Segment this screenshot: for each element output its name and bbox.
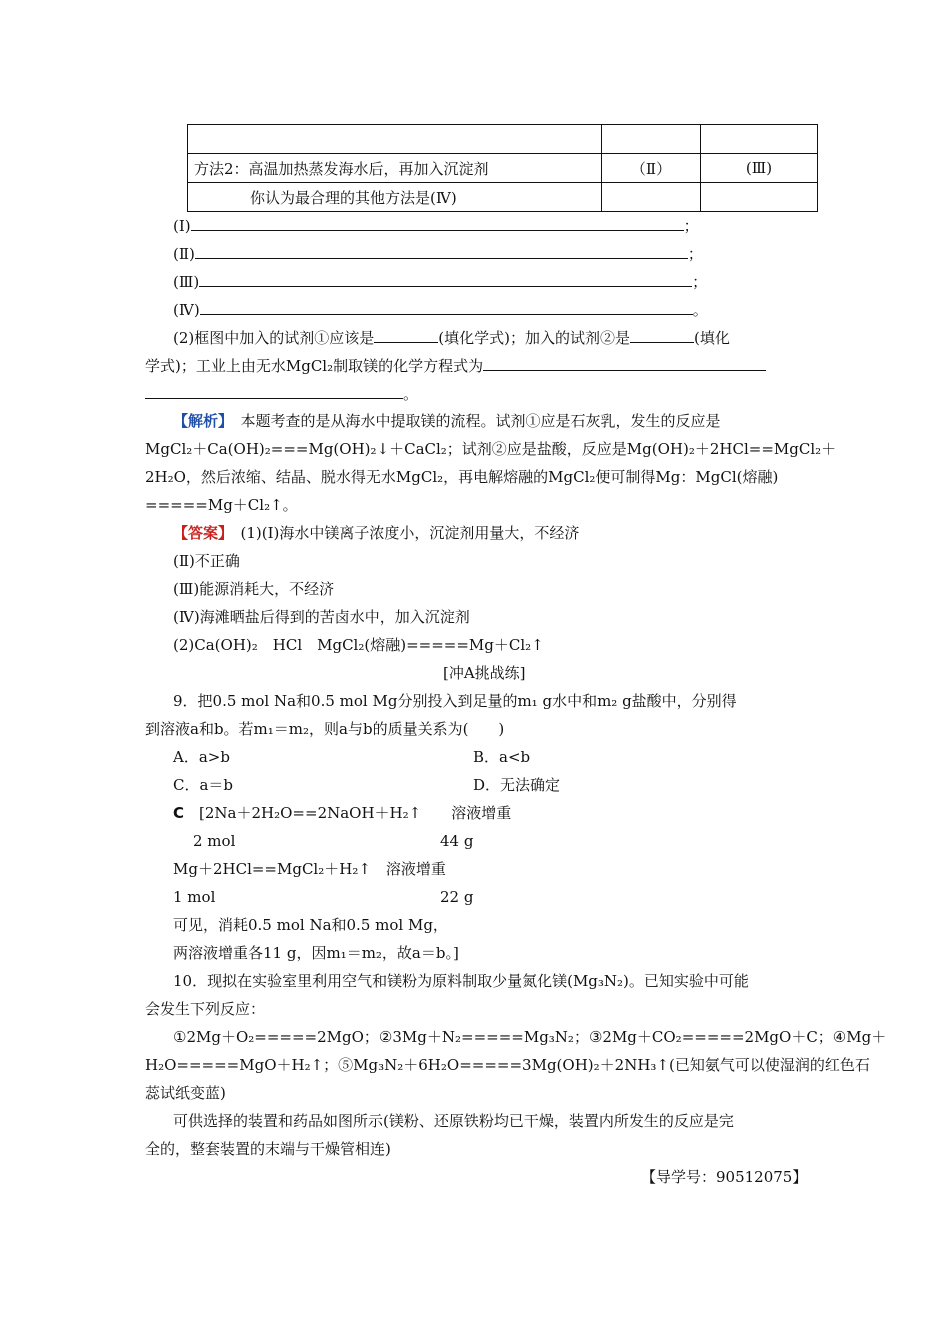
option-b: B．a<b [473, 748, 531, 766]
answer-line2: (Ⅱ)不正确 [173, 552, 240, 570]
q2-text: (填化学式)；加入的试剂②是 [438, 329, 630, 347]
equation-blank[interactable] [483, 356, 766, 371]
solution-9-line3: Mg＋2HCl==MgCl₂＋H₂↑ 溶液增重 [173, 860, 446, 878]
question-10-line4: H₂O=====MgO＋H₂↑；⑤Mg₃N₂＋6H₂O=====3Mg(OH)₂＋2NH₃↑(已知氨气可以使湿润的红色石 [145, 1056, 870, 1074]
option-d: D．无法确定 [473, 776, 561, 794]
answer-label: (Ⅲ) [173, 273, 200, 291]
guide-number: 【导学号：90512075】 [641, 1168, 808, 1186]
q2-end: 。 [403, 385, 419, 403]
methods-table [187, 124, 818, 212]
solution-9-line5: 可见，消耗0.5 mol Na和0.5 mol Mg， [173, 916, 448, 934]
question-2-line2 [145, 356, 766, 375]
answer-blank[interactable] [195, 244, 688, 259]
answer-tag: 【答案】 [173, 524, 226, 542]
question-10-line5: 蕊试纸变蓝) [145, 1084, 226, 1102]
option-a: A．a>b [173, 748, 230, 766]
answer-line-i [173, 216, 699, 235]
solution-9-line2a: 2 mol [193, 832, 236, 850]
answer-line5: (2)Ca(OH)₂ HCl MgCl₂(熔融)=====Mg＋Cl₂↑ [173, 636, 544, 654]
table-cell [701, 125, 818, 154]
question-2-line3 [145, 384, 418, 403]
question-9-line2: 到溶液a和b。若m₁＝m₂，则a与b的质量关系为( ) [145, 720, 505, 738]
solution-text: [2Na＋2H₂O==2NaOH＋H₂↑ 溶液增重 [199, 804, 512, 822]
solution-9-line1 [173, 804, 511, 822]
question-10-line3: ①2Mg＋O₂=====2MgO；②3Mg＋N₂=====Mg₃N₂；③2Mg＋CO₂=====2MgO＋C；④Mg＋ [173, 1028, 887, 1046]
analysis-line2: MgCl₂＋Ca(OH)₂===Mg(OH)₂↓＋CaCl₂；试剂②应是盐酸，反应是Mg(OH)₂＋2HCl==MgCl₂＋ [145, 440, 837, 458]
q2-text: 学式)；工业上由无水MgCl₂制取镁的化学方程式为 [145, 357, 484, 375]
question-10-line2: 会发生下列反应： [145, 1000, 266, 1018]
table-cell [701, 183, 818, 212]
analysis-line1 [173, 412, 721, 430]
table-row [188, 183, 818, 212]
table-cell-method2: 方法2：高温加热蒸发海水后，再加入沉淀剂 [188, 154, 602, 183]
answer-end: ； [683, 217, 699, 235]
answer-end: 。 [692, 301, 708, 319]
answer-line4: (Ⅳ)海滩晒盐后得到的苦卤水中，加入沉淀剂 [173, 608, 470, 626]
question-10-line6: 可供选择的装置和药品如图所示(镁粉、还原铁粉均已干燥，装置内所发生的反应是完 [173, 1112, 734, 1130]
answer-label: (Ⅰ) [173, 217, 191, 235]
q2-text: (2)框图中加入的试剂①应该是 [173, 329, 375, 347]
q2-text: (填化 [693, 329, 730, 347]
equation-blank-cont[interactable] [145, 384, 403, 399]
table-row [188, 125, 818, 154]
solution-answer: C [173, 804, 185, 822]
answer-line-iv [173, 300, 708, 319]
table-cell [602, 125, 701, 154]
answer-blank[interactable] [200, 300, 693, 315]
answer-label: (Ⅳ) [173, 301, 200, 319]
answer-end: ； [687, 245, 703, 263]
table-cell-other-method: 你认为最合理的其他方法是(Ⅳ) [188, 183, 602, 212]
answer-label: (Ⅱ) [173, 245, 195, 263]
question-10-line7: 全的，整套装置的末端与干燥管相连) [145, 1140, 391, 1158]
analysis-tag: 【解析】 [173, 412, 226, 430]
table-cell-iii: (Ⅲ) [701, 154, 818, 183]
solution-9-line2b: 44 g [440, 832, 474, 850]
reagent-1-blank[interactable] [374, 328, 438, 343]
analysis-line3: 2H₂O，然后浓缩、结晶、脱水得无水MgCl₂，再电解熔融的MgCl₂便可制得Mg：MgCl(熔融) [145, 468, 779, 486]
analysis-text: 本题考查的是从海水中提取镁的流程。试剂①应是石灰乳，发生的反应是 [240, 412, 721, 430]
solution-9-line4b: 22 g [440, 888, 474, 906]
answer-end: ； [692, 273, 708, 291]
solution-9-line4a: 1 mol [173, 888, 216, 906]
table-cell-ii: （Ⅱ） [602, 154, 701, 183]
answer-line-ii [173, 244, 703, 263]
question-10-line1: 10．现拟在实验室里利用空气和镁粉为原料制取少量氮化镁(Mg₃N₂)。已知实验中可能 [173, 972, 749, 990]
solution-9-line6: 两溶液增重各11 g，因m₁＝m₂，故a＝b。] [173, 944, 459, 962]
question-9-line1: 9．把0.5 mol Na和0.5 mol Mg分别投入到足量的m₁ g水中和m₂ g盐酸中，分别得 [173, 692, 737, 710]
table-cell [602, 183, 701, 212]
question-2-line1 [173, 328, 730, 347]
section-heading: [冲A挑战练] [443, 664, 526, 682]
answer-blank[interactable] [191, 216, 684, 231]
analysis-line4: =====Mg＋Cl₂↑。 [145, 496, 298, 514]
reagent-2-blank[interactable] [630, 328, 694, 343]
answer-line1 [173, 524, 579, 542]
answer-text: (1)(Ⅰ)海水中镁离子浓度小，沉淀剂用量大，不经济 [240, 524, 580, 542]
table-row [188, 154, 818, 183]
answer-line3: (Ⅲ)能源消耗大，不经济 [173, 580, 335, 598]
table-cell [188, 125, 602, 154]
option-c: C．a＝b [173, 776, 234, 794]
answer-line-iii [173, 272, 707, 291]
answer-blank[interactable] [199, 272, 692, 287]
